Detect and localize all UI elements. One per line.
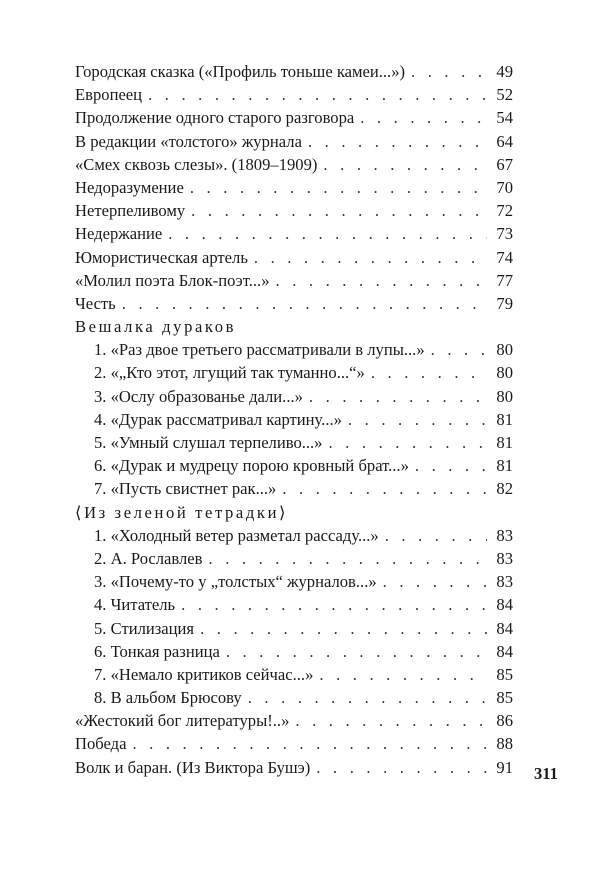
toc-entry-page: 70 [496,177,513,197]
toc-subentry [75,385,513,408]
dot-leader [348,408,487,431]
toc-entry-title: 5. «Умный слушал терпеливо...» [94,433,323,452]
toc-entry-title: 1. «Холодный ветер разметал рассаду...» [94,525,379,545]
toc-entry-page: 81 [496,433,513,452]
toc-entry-page: 83 [496,572,513,592]
toc-entry-title: Юмористическая артель [75,247,248,267]
toc-entry-title: 4. Читатель [94,595,176,615]
toc-entry [75,106,513,129]
toc-entry-page: 80 [496,386,513,406]
toc-entry-title: В редакции «толстого» журнала [75,131,302,151]
toc-entry-page: 67 [496,154,513,174]
toc-entry [75,130,513,153]
page-number: 311 [534,764,558,783]
toc-entry-title: 6. Тонкая разница [94,641,220,661]
toc-entry-page: 83 [496,548,513,568]
toc-entry-title: «Жестокий бог литературы!..» [75,711,290,731]
toc-entry-page: 84 [496,641,513,661]
dot-leader [276,269,488,292]
toc-subentry [75,686,513,709]
toc-subentry [75,663,513,686]
toc-entry [75,292,513,315]
toc-entry-page: 64 [496,131,513,151]
toc-entry-title: 3. «Ослу образованье дали...» [94,386,303,406]
toc-subentry [75,640,513,663]
toc-entry-title: 2. «„Кто этот, лгущий так туманно...“» [94,363,365,383]
toc-entry-title: Недоразумение [75,177,184,197]
toc-entry-title: 6. «Дурак и мудрецу порою кровный брат...» [94,456,409,476]
toc-subentry [75,431,513,454]
toc-entry-page: 74 [496,247,513,267]
toc-subentry [75,570,513,593]
toc-entry-title: 4. «Дурак рассматривал картину...» [94,409,342,429]
toc-entry [75,246,513,269]
dot-leader [309,385,487,408]
toc-entry-title: Честь [75,293,116,313]
toc-subentry [75,361,513,384]
dot-leader [209,547,487,570]
toc-entry [75,60,513,83]
toc-entry [75,199,513,222]
toc-entry-title: 7. «Пусть свистнет рак...» [94,479,277,499]
toc-subentry [75,454,513,477]
dot-leader [282,477,487,500]
section-heading: ⟨Из зеленой тетрадки⟩ [75,502,289,522]
dot-leader [168,222,487,245]
toc-subentry [75,524,513,547]
toc-subentry [75,593,513,616]
toc-entry-page: 91 [496,757,513,777]
dot-leader [200,617,487,640]
toc-entry-title: 5. Стилизация [94,618,195,638]
toc-entry-page: 73 [496,224,513,244]
toc-entry-page: 77 [496,270,513,290]
toc-entry [75,709,513,732]
dot-leader [295,709,487,732]
toc-entry-page: 84 [496,595,513,615]
dot-leader [411,60,487,83]
toc-entry [75,732,513,755]
dot-leader [383,570,487,593]
toc-subentry [75,547,513,570]
toc-entry-page: 81 [496,409,513,429]
dot-leader [385,524,487,547]
dot-leader [190,176,487,199]
toc-entry-page: 83 [496,525,513,545]
toc-entry-title: 7. «Немало критиков сейчас...» [94,664,314,684]
dot-leader [254,246,487,269]
dot-leader [308,130,487,153]
dot-leader [226,640,487,663]
toc-entry-page: 54 [496,108,513,128]
toc-entry-title: 3. «Почему-то у „толстых“ журналов...» [94,572,377,592]
dot-leader [181,593,487,616]
toc-subentry [75,408,513,431]
dot-leader [248,686,487,709]
toc-entry-title: Городская сказка («Профиль тоньше камеи...») [75,62,406,81]
dot-leader [328,431,487,454]
toc-entry-page: 84 [496,618,513,638]
dot-leader [316,756,487,779]
toc-entry [75,83,513,106]
toc-entry-title: Нетерпеливому [75,201,186,221]
toc-entry-page: 72 [496,201,513,221]
toc-entry-title: Победа [75,734,127,754]
toc-entry-title: Продолжение одного старого разговора [75,108,355,128]
toc-entry-page: 85 [496,688,513,708]
toc-entry-title: «Молил поэта Блок-поэт...» [75,270,270,290]
dot-leader [148,83,487,106]
toc-entry-title: Волк и баран. (Из Виктора Бушэ) [75,757,311,777]
toc-entry-title: Недержание [75,224,163,244]
toc-entry-page: 79 [496,293,513,313]
toc-entry-page: 81 [496,456,513,476]
toc-entry-title: Европеец [75,85,143,105]
dot-leader [431,338,487,361]
dot-leader [132,732,487,755]
toc-entry [75,153,513,176]
toc-entry [75,269,513,292]
dot-leader [360,106,487,129]
table-of-contents [75,60,513,779]
toc-entry [75,222,513,245]
toc-entry-title: «Смех сквозь слезы». (1809–1909) [75,154,318,174]
toc-entry-title: 1. «Раз двое третьего рассматривали в лупы...» [94,340,425,360]
toc-entry-page: 85 [496,664,513,684]
toc-entry [75,756,513,779]
toc-entry-title: 2. А. Рославлев [94,548,203,568]
toc-entry-page: 86 [496,711,513,731]
toc-entry-page: 82 [496,479,513,499]
toc-entry-page: 52 [496,85,513,105]
dot-leader [319,663,487,686]
dot-leader [122,292,487,315]
toc-entry-page: 80 [496,363,513,383]
dot-leader [371,361,487,384]
dot-leader [191,199,487,222]
toc-entry-page: 49 [496,62,513,81]
toc-entry-page: 80 [496,340,513,360]
section-heading: Вешалка дураков [75,317,237,337]
toc-subentry [75,477,513,500]
dot-leader [415,454,487,477]
toc-entry-title: 8. В альбом Брюсову [94,688,242,708]
toc-entry-page: 88 [496,734,513,754]
dot-leader [323,153,487,176]
toc-subentry [75,338,513,361]
toc-subentry [75,617,513,640]
toc-entry [75,176,513,199]
